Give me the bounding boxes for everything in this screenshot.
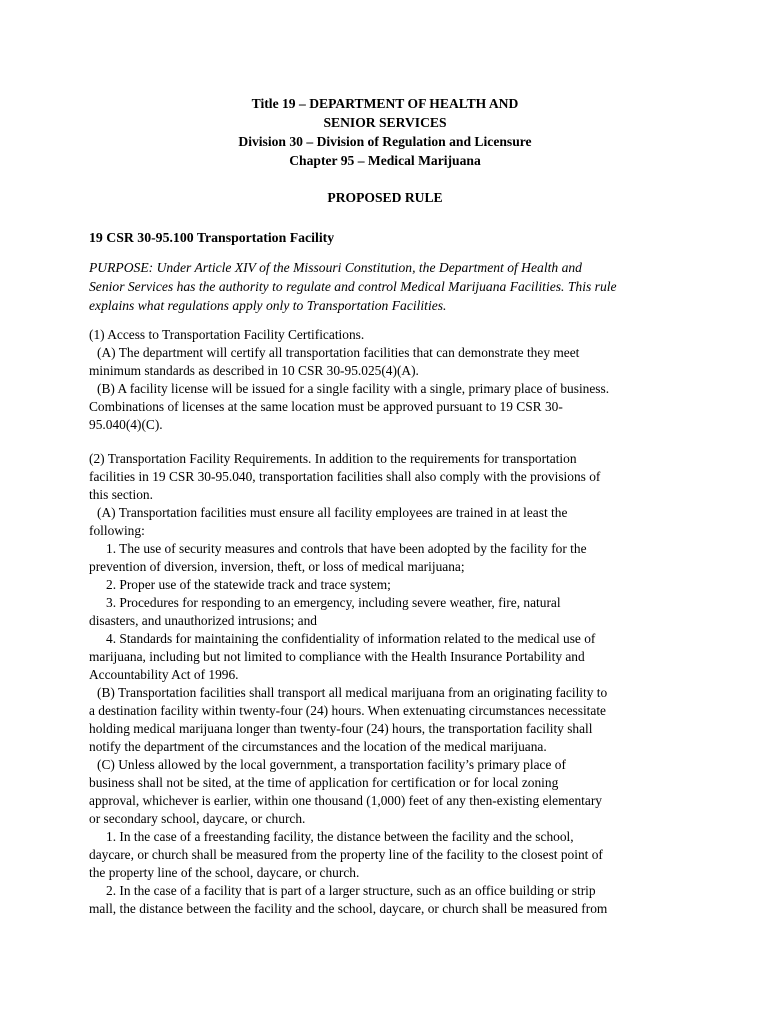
header-line: Chapter 95 – Medical Marijuana xyxy=(289,153,481,168)
header-line: Division 30 – Division of Regulation and Licensure xyxy=(238,134,532,149)
body-line: (1) Access to Transportation Facility Certifications. xyxy=(89,327,365,342)
body-line: (B) Transportation facilities shall transport all medical marijuana from an originating facility to xyxy=(97,685,608,700)
body-line: disasters, and unauthorized intrusions; and xyxy=(89,613,317,628)
body-line: or secondary school, daycare, or church. xyxy=(89,811,306,826)
body-line: this section. xyxy=(89,487,153,502)
body-line: marijuana, including but not limited to compliance with the Health Insurance Portability and xyxy=(89,649,585,664)
body-line: mall, the distance between the facility and the school, daycare, or church shall be measured from xyxy=(89,901,608,916)
body-line: (A) The department will certify all transportation facilities that can demonstrate they meet xyxy=(97,345,580,360)
body-line: facilities in 19 CSR 30-95.040, transportation facilities shall also comply with the provisions of xyxy=(89,469,601,484)
purpose-paragraph xyxy=(89,258,689,315)
proposed-rule-heading: PROPOSED RULE xyxy=(327,190,443,205)
body-line: the property line of the school, daycare, or church. xyxy=(89,865,360,880)
body-line: holding medical marijuana longer than twenty-four (24) hours, the transportation facility shall xyxy=(89,721,593,736)
rule-title: 19 CSR 30-95.100 Transportation Facility xyxy=(89,230,335,245)
body-line: (C) Unless allowed by the local government, a transportation facility’s primary place of xyxy=(97,757,566,772)
purpose-line: PURPOSE: Under Article XIV of the Missouri Constitution, the Department of Health and xyxy=(89,260,582,275)
body-line: daycare, or church shall be measured from the property line of the facility to the closest point of xyxy=(89,847,603,862)
body-line: 3. Procedures for responding to an emergency, including severe weather, fire, natural xyxy=(106,595,561,610)
body-line: Accountability Act of 1996. xyxy=(89,667,239,682)
body-line: (A) Transportation facilities must ensure all facility employees are trained in at least the xyxy=(97,505,568,520)
purpose-line: explains what regulations apply only to Transportation Facilities. xyxy=(89,298,447,313)
body-line: Combinations of licenses at the same location must be approved pursuant to 19 CSR 30- xyxy=(89,399,563,414)
body-line: 1. In the case of a freestanding facility, the distance between the facility and the school, xyxy=(106,829,574,844)
body-line: a destination facility within twenty-four (24) hours. When extenuating circumstances necessitate xyxy=(89,703,606,718)
body-line: (2) Transportation Facility Requirements. In addition to the requirements for transportation xyxy=(89,451,577,466)
body-line: prevention of diversion, inversion, theft, or loss of medical marijuana; xyxy=(89,559,465,574)
document-header xyxy=(0,94,770,170)
body-line: 1. The use of security measures and controls that have been adopted by the facility for the xyxy=(106,541,587,556)
header-line: Title 19 – DEPARTMENT OF HEALTH AND xyxy=(251,96,519,111)
body-line: 4. Standards for maintaining the confidentiality of information related to the medical use of xyxy=(106,631,596,646)
body-line: (B) A facility license will be issued for a single facility with a single, primary place of business. xyxy=(97,381,610,396)
header-line: SENIOR SERVICES xyxy=(323,115,447,130)
body-line: 95.040(4)(C). xyxy=(89,417,163,432)
body-line: 2. Proper use of the statewide track and trace system; xyxy=(106,577,391,592)
body-line: 2. In the case of a facility that is part of a larger structure, such as an office building or strip xyxy=(106,883,596,898)
body-line: business shall not be sited, at the time of application for certification or for local zoning xyxy=(89,775,559,790)
purpose-line: Senior Services has the authority to regulate and control Medical Marijuana Facilities. This rule xyxy=(89,279,617,294)
body-line: minimum standards as described in 10 CSR 30-95.025(4)(A). xyxy=(89,363,419,378)
body-line: notify the department of the circumstances and the location of the medical marijuana. xyxy=(89,739,547,754)
body-line: following: xyxy=(89,523,145,538)
body-line: approval, whichever is earlier, within one thousand (1,000) feet of any then-existing elementary xyxy=(89,793,602,808)
